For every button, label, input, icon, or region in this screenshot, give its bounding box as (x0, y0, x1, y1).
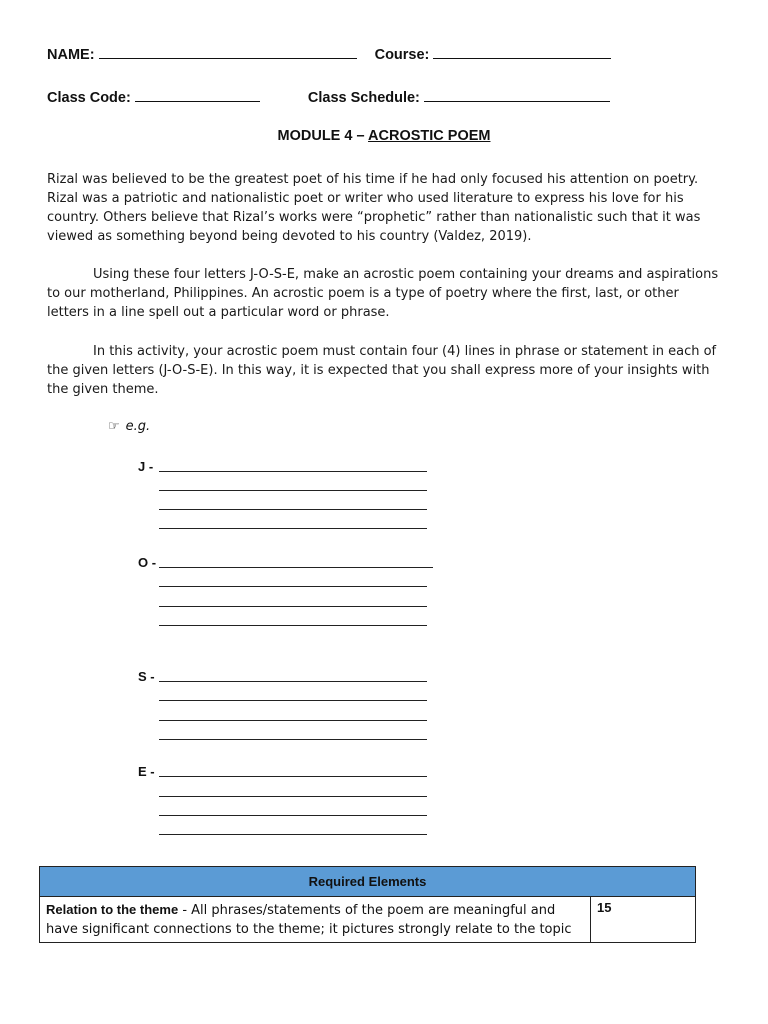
name-label: NAME: (47, 47, 95, 63)
module-title-underlined: ACROSTIC POEM (368, 128, 491, 144)
poem-line-s-3[interactable] (159, 720, 427, 721)
poem-line-s-1[interactable] (159, 681, 427, 682)
course-blank-field[interactable] (433, 46, 611, 59)
poem-line-j-4[interactable] (159, 528, 427, 529)
class-schedule-blank-field[interactable] (424, 89, 610, 102)
instructions-paragraph: Using these four letters J-O-S-E, make an acrostic poem containing your dreams and aspirations to our motherland, Philippines. An acrostic poem is a type of poetry where the first, last, or other letters in a line spell out a particular word or phrase. (47, 267, 719, 320)
poem-line-o-4[interactable] (159, 625, 427, 626)
poem-line-e-2[interactable] (159, 796, 427, 797)
poem-line-j-2[interactable] (159, 490, 427, 491)
module-title-prefix: MODULE 4 – (277, 128, 369, 144)
poem-line-o-1[interactable] (159, 567, 433, 568)
class-code-schedule-row (47, 89, 610, 106)
pointing-hand-icon: ☞ (108, 419, 120, 434)
poem-letter-o: O - (138, 555, 157, 570)
class-schedule-label: Class Schedule: (307, 90, 420, 106)
name-course-row (47, 46, 611, 63)
rubric-header-row (40, 867, 696, 897)
course-label: Course: (374, 47, 430, 63)
rubric-points-cell: 15 (591, 897, 696, 943)
example-label: e.g. (125, 419, 151, 434)
poem-line-e-3[interactable] (159, 815, 427, 816)
poem-line-o-2[interactable] (159, 586, 427, 587)
name-blank-field[interactable] (99, 46, 357, 59)
poem-line-j-1[interactable] (159, 471, 427, 472)
poem-line-e-1[interactable] (159, 776, 427, 777)
rubric-table (39, 866, 696, 943)
poem-line-e-4[interactable] (159, 834, 427, 835)
intro-paragraph: Rizal was believed to be the greatest poet of his time if he had only focused his attention on poetry. Rizal was a patriotic and nationalistic poet or writer who used literature to express his love for his country. Others believe that Rizal’s works were “prophetic” rather than nationalistic such that it was viewed as something beyond being devoted to his country (Valdez, 2019). (47, 172, 701, 244)
class-code-blank-field[interactable] (135, 89, 260, 102)
poem-line-s-2[interactable] (159, 700, 427, 701)
rubric-header: Required Elements (40, 867, 696, 897)
module-title (0, 128, 768, 144)
poem-line-j-3[interactable] (159, 509, 427, 510)
class-code-label: Class Code: (47, 90, 131, 106)
rubric-criterion-description: - All phrases/statements of the poem are meaningful and have significant connections to the theme; it pictures strongly relate to the topic (46, 903, 572, 937)
rubric-criterion-title: Relation to the theme (46, 902, 179, 917)
poem-line-s-4[interactable] (159, 739, 427, 740)
poem-line-o-3[interactable] (159, 606, 427, 607)
poem-letter-e: E - (138, 764, 155, 779)
poem-letter-j: J - (138, 459, 154, 474)
example-marker (108, 419, 150, 434)
rubric-row (40, 897, 696, 943)
activity-paragraph: In this activity, your acrostic poem must contain four (4) lines in phrase or statement in each of the given letters (J-O-S-E). In this way, it is expected that you shall express more of your insights with the given theme. (47, 344, 717, 397)
rubric-criterion-cell (40, 897, 591, 943)
poem-letter-s: S - (138, 669, 155, 684)
